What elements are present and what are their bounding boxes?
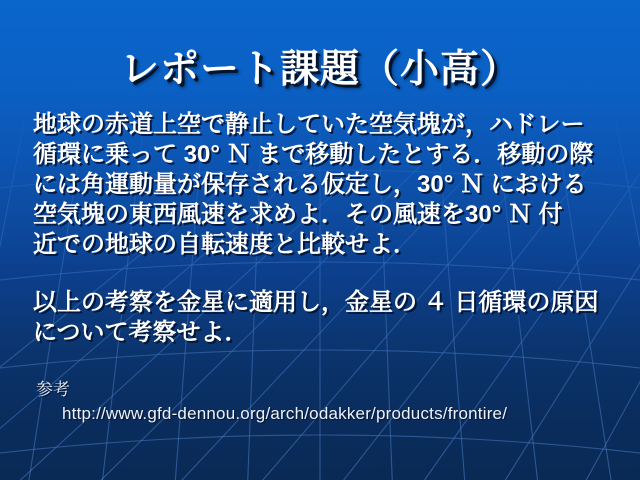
body-line: 空気塊の東西風速を求めよ．その風速を30° Ｎ 付 xyxy=(33,201,563,228)
reference-label: 参考 xyxy=(36,380,70,399)
slide-title: レポート課題（小高） xyxy=(119,48,520,91)
reference-block xyxy=(36,378,630,426)
body-line: 近での地球の自転速度と比較せよ． xyxy=(33,231,417,258)
body-line: には角運動量が保存される仮定し，30° Ｎ における xyxy=(33,171,587,198)
body-line: 循環に乗って 30° Ｎ まで移動したとする．移動の際 xyxy=(33,141,594,168)
reference-url: http://www.gfd-dennou.org/arch/odakker/products/frontire/ xyxy=(62,404,508,423)
body-line: 以上の考察を金星に適用し，金星の ４ 日循環の原因 xyxy=(33,289,599,316)
body-line: について考察せよ． xyxy=(33,319,249,346)
paragraph-2 xyxy=(33,288,626,348)
body-line: 地球の赤道上空で静止していた空気塊が，ハドレー xyxy=(33,111,585,138)
slide-body xyxy=(33,110,626,348)
paragraph-1 xyxy=(33,110,626,260)
